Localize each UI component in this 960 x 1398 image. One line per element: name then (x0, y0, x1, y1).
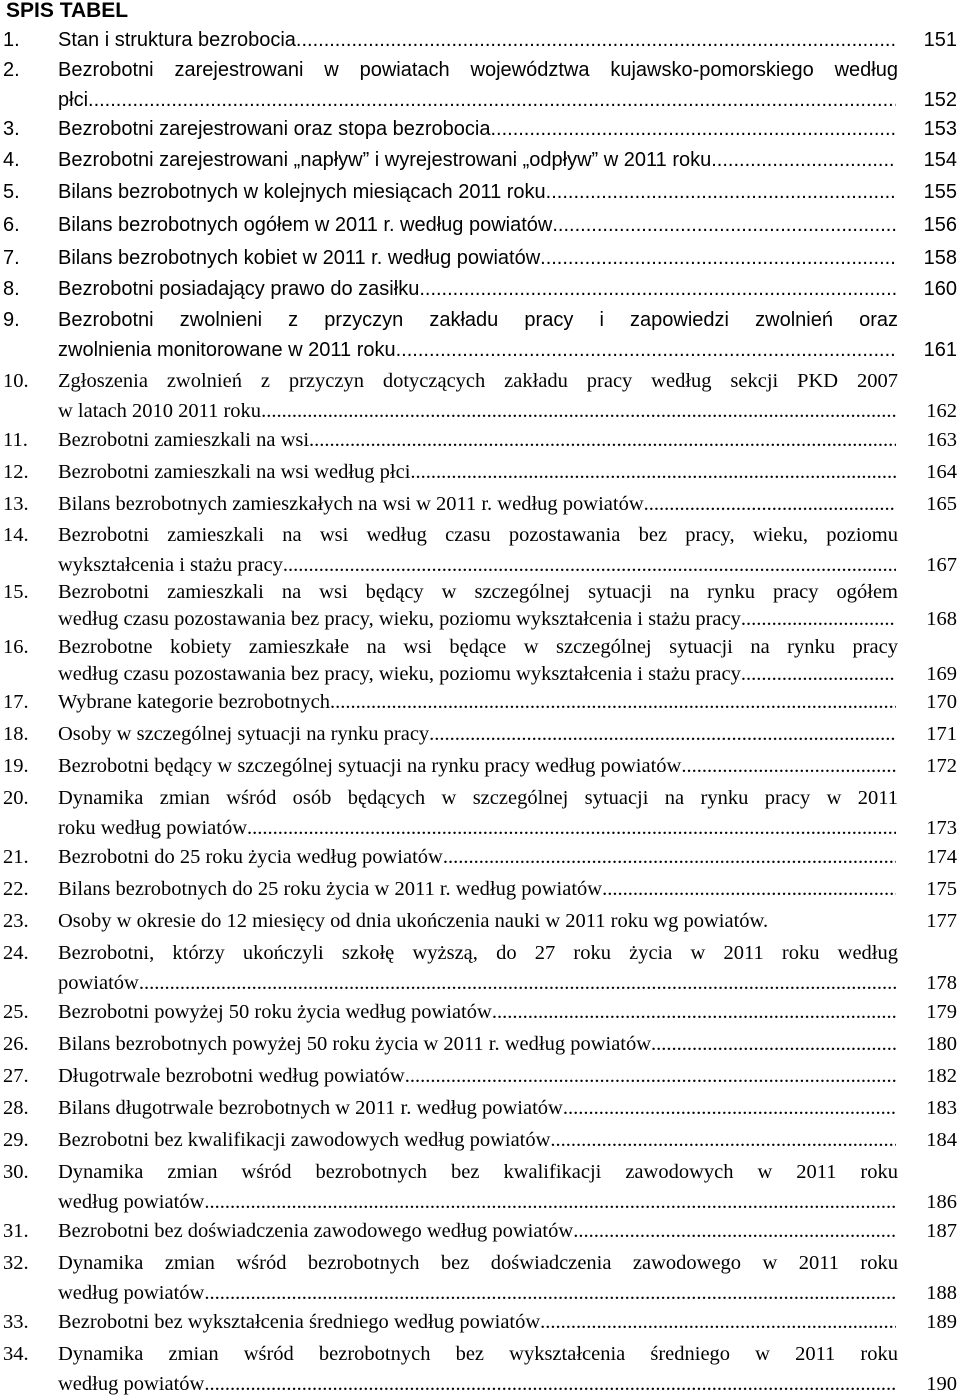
toc-line (0, 1370, 960, 1398)
toc-entry-number: 8. (3, 278, 20, 300)
toc-page-number: 188 (926, 1282, 957, 1304)
toc-entry-title: Dynamika zmian wśród bezrobotnych bez kwalifikacji zawodowych w 2011 roku (58, 1161, 898, 1183)
toc-entry-number: 7. (3, 247, 20, 269)
toc-entry-number: 25. (3, 1001, 29, 1023)
leader-dots (296, 26, 896, 54)
toc-entry-title: Bezrobotni bez wykształcenia średniego według powiatów ..... (58, 1308, 896, 1336)
toc-entry-title: Długotrwale bezrobotni według powiatów ..... (58, 1062, 896, 1090)
toc-entry-number: 11. (3, 429, 28, 451)
toc-entry-title: Bilans bezrobotnych powyżej 50 roku życia w 2011 r. według powiatów ..... (58, 1030, 896, 1058)
toc-line (0, 1249, 960, 1277)
leader-dots (540, 244, 896, 272)
toc-line (0, 397, 960, 425)
toc-page-number: 158 (923, 247, 957, 269)
toc-entry-title: Bezrobotni powyżej 50 roku życia według powiatów ..... (58, 998, 896, 1026)
toc-page-number: 187 (926, 1220, 957, 1242)
toc-page-number: 183 (926, 1097, 957, 1119)
leader-dots (410, 458, 896, 486)
toc-line (0, 367, 960, 395)
leader-dots (204, 1370, 896, 1398)
toc-entry-title: Bezrobotni posiadający prawo do zasiłku ..... (58, 275, 896, 303)
toc-entry-title: Bezrobotni zarejestrowani w powiatach województwa kujawsko-pomorskiego według (58, 59, 898, 81)
leader-dots (247, 814, 896, 842)
toc-entry-number: 6. (3, 214, 20, 236)
leader-dots (396, 336, 896, 364)
toc-entry-number: 23. (3, 910, 29, 932)
toc-page-number: 164 (926, 461, 957, 483)
toc-line (0, 211, 960, 239)
toc-page-number: 155 (923, 181, 957, 203)
toc-page-number: 177 (926, 910, 957, 932)
toc-line (0, 458, 960, 486)
toc-page-number: 156 (923, 214, 957, 236)
toc-line (0, 578, 960, 606)
toc-entry-number: 34. (3, 1343, 29, 1365)
toc-entry-number: 32. (3, 1252, 29, 1274)
toc-page-number: 163 (926, 429, 957, 451)
toc-line (0, 56, 960, 84)
leader-dots (429, 720, 896, 748)
leader-dots (204, 1279, 896, 1307)
toc-line (0, 426, 960, 454)
toc-entry-number: 20. (3, 787, 29, 809)
toc-entry-title: Dynamika zmian wśród osób będących w szczególnej sytuacji na rynku pracy w 2011 (58, 787, 898, 809)
toc-line (0, 1094, 960, 1122)
toc-line (0, 969, 960, 997)
toc-line (0, 551, 960, 579)
toc-entry-number: 33. (3, 1311, 29, 1333)
toc-line (0, 1217, 960, 1245)
toc-page-number: 170 (926, 691, 957, 713)
leader-dots (552, 211, 896, 239)
toc-line (0, 875, 960, 903)
toc-page-number: 161 (923, 339, 957, 361)
toc-entry-title: zwolnienia monitorowane w 2011 roku ..... (58, 336, 896, 364)
toc-page-number: 162 (926, 400, 957, 422)
leader-dots (330, 688, 896, 716)
toc-entry-title: Osoby w szczególnej sytuacji na rynku pracy ..... (58, 720, 896, 748)
toc-line (0, 490, 960, 518)
toc-entry-title: Bezrobotni do 25 roku życia według powiatów ..... (58, 843, 896, 871)
toc-entry-title: według powiatów ..... (58, 1279, 896, 1307)
toc-page-number: 172 (926, 755, 957, 777)
toc-entry-title: w latach 2010 2011 roku ..... (58, 397, 896, 425)
leader-dots (546, 178, 896, 206)
toc-entry-title: według czasu pozostawania bez pracy, wieku, poziomu wykształcenia i stażu pracy ..... (58, 605, 896, 633)
toc-page-number: 184 (926, 1129, 957, 1151)
toc-line (0, 244, 960, 272)
toc-entry-title: Bilans długotrwale bezrobotnych w 2011 r. według powiatów ..... (58, 1094, 896, 1122)
toc-page-number: 180 (926, 1033, 957, 1055)
toc-line (0, 752, 960, 780)
page-title: SPIS TABEL (6, 0, 129, 22)
toc-entry-title: Bezrobotni zwolnieni z przyczyn zakładu pracy i zapowiedzi zwolnień oraz (58, 309, 898, 331)
toc-page-number: 189 (926, 1311, 957, 1333)
toc-entry-title: Dynamika zmian wśród bezrobotnych bez wykształcenia średniego w 2011 roku (58, 1343, 898, 1365)
toc-entry-number: 21. (3, 846, 29, 868)
toc-entry-title: Bezrobotni zamieszkali na wsi według czasu pozostawania bez pracy, wieku, poziomu (58, 524, 898, 546)
toc-entry-number: 16. (3, 636, 29, 658)
leader-dots (405, 1062, 896, 1090)
toc-line (0, 1340, 960, 1368)
toc-entry-number: 18. (3, 723, 29, 745)
toc-page-number: 182 (926, 1065, 957, 1087)
toc-entry-title: Bezrobotni zamieszkali na wsi według płci ..... (58, 458, 896, 486)
toc-entry-title: płci ..... (58, 86, 896, 114)
toc-entry-number: 17. (3, 691, 29, 713)
leader-dots (741, 660, 896, 688)
toc-entry-title: Bezrobotni zarejestrowani oraz stopa bezrobocia ..... (58, 115, 896, 143)
toc-entry-title: Bilans bezrobotnych do 25 roku życia w 2011 r. według powiatów ..... (58, 875, 896, 903)
toc-page-number: 165 (926, 493, 957, 515)
leader-dots (88, 86, 896, 114)
toc-line (0, 660, 960, 688)
leader-dots (139, 969, 896, 997)
toc-line (0, 1030, 960, 1058)
toc-entry-number: 1. (3, 29, 20, 51)
toc-entry-number: 14. (3, 524, 29, 546)
toc-line (0, 688, 960, 716)
toc-line (0, 521, 960, 549)
leader-dots (602, 875, 896, 903)
toc-page-number: 175 (926, 878, 957, 900)
toc-entry-number: 26. (3, 1033, 29, 1055)
toc-line (0, 306, 960, 334)
toc-entry-title: Bezrobotni, którzy ukończyli szkołę wyższą, do 27 roku życia w 2011 roku według (58, 942, 898, 964)
toc-entry-number: 28. (3, 1097, 29, 1119)
toc-entry-number: 5. (3, 181, 20, 203)
leader-dots (651, 1030, 896, 1058)
toc-entry-title: Bilans bezrobotnych kobiet w 2011 r. według powiatów ..... (58, 244, 896, 272)
toc-page-number: 152 (923, 89, 957, 111)
toc-line (0, 720, 960, 748)
toc-entry-number: 24. (3, 942, 29, 964)
toc-page-number: 171 (926, 723, 957, 745)
toc-page-number: 168 (926, 608, 957, 630)
leader-dots (644, 490, 896, 518)
toc-line (0, 1126, 960, 1154)
toc-line (0, 998, 960, 1026)
toc-entry-title: Bilans bezrobotnych zamieszkałych na wsi w 2011 r. według powiatów ..... (58, 490, 896, 518)
toc-entry-title: według powiatów ..... (58, 1188, 896, 1216)
leader-dots (443, 843, 896, 871)
toc-line (0, 814, 960, 842)
toc-entry-number: 31. (3, 1220, 29, 1242)
toc-entry-number: 19. (3, 755, 29, 777)
leader-dots (550, 1126, 896, 1154)
toc-entry-title: Bezrobotne kobiety zamieszkałe na wsi będące w szczególnej sytuacji na rynku pracy (58, 636, 898, 658)
toc-entry-number: 9. (3, 309, 20, 331)
toc-entry-number: 13. (3, 493, 29, 515)
toc-page-number: 153 (923, 118, 957, 140)
toc-line (0, 633, 960, 661)
toc-entry-title: wykształcenia i stażu pracy ..... (58, 551, 896, 579)
toc-page-number: 160 (923, 278, 957, 300)
toc-entry-title: według czasu pozostawania bez pracy, wieku, poziomu wykształcenia i stażu pracy ..... (58, 660, 896, 688)
toc-line (0, 115, 960, 143)
leader-dots (563, 1094, 896, 1122)
leader-dots (309, 426, 896, 454)
leader-dots (681, 752, 896, 780)
toc-page-number: 186 (926, 1191, 957, 1213)
toc-entry-title: Bezrobotni będący w szczególnej sytuacji na rynku pracy według powiatów ..... (58, 752, 896, 780)
toc-line (0, 1279, 960, 1307)
toc-entry-title: Bezrobotni zamieszkali na wsi ..... (58, 426, 896, 454)
leader-dots (419, 275, 896, 303)
toc-entry-title: powiatów ..... (58, 969, 896, 997)
leader-dots (204, 1188, 896, 1216)
toc-entry-title: Osoby w okresie do 12 miesięcy od dnia ukończenia nauki w 2011 roku wg powiatów. (58, 910, 769, 932)
toc-line (0, 1158, 960, 1186)
toc-page-number: 173 (926, 817, 957, 839)
toc-entry-number: 22. (3, 878, 29, 900)
toc-page-number: 174 (926, 846, 957, 868)
toc-entry-title: według powiatów ..... (58, 1370, 896, 1398)
leader-dots (573, 1217, 896, 1245)
toc-entry-number: 29. (3, 1129, 29, 1151)
leader-dots (741, 605, 896, 633)
leader-dots (490, 115, 896, 143)
toc-line (0, 1308, 960, 1336)
toc-entry-number: 12. (3, 461, 29, 483)
toc-line (0, 843, 960, 871)
toc-line (0, 146, 960, 174)
toc-line (0, 178, 960, 206)
toc-page-number: 167 (926, 554, 957, 576)
toc-entry-title: Wybrane kategorie bezrobotnych ..... (58, 688, 896, 716)
leader-dots (711, 146, 896, 174)
toc-entry-number: 10. (3, 370, 29, 392)
toc-entry-number: 2. (3, 59, 20, 81)
toc-line (0, 907, 960, 935)
toc-entry-title: Bilans bezrobotnych w kolejnych miesiącach 2011 roku ..... (58, 178, 896, 206)
toc-entry-number: 27. (3, 1065, 29, 1087)
toc-entry-title: Bezrobotni bez doświadczenia zawodowego według powiatów ..... (58, 1217, 896, 1245)
toc-entry-title: Bezrobotni bez kwalifikacji zawodowych według powiatów ..... (58, 1126, 896, 1154)
toc-line (0, 336, 960, 364)
toc-page-number: 154 (923, 149, 957, 171)
toc-line (0, 275, 960, 303)
leader-dots (283, 551, 896, 579)
toc-line (0, 605, 960, 633)
toc-line (0, 86, 960, 114)
toc-page-number: 169 (926, 663, 957, 685)
toc-line (0, 784, 960, 812)
toc-line (0, 26, 960, 54)
toc-entry-number: 15. (3, 581, 29, 603)
toc-page-number: 190 (926, 1373, 957, 1395)
leader-dots (261, 397, 896, 425)
toc-page-number: 178 (926, 972, 957, 994)
toc-entry-number: 4. (3, 149, 20, 171)
toc-entry-title: Bilans bezrobotnych ogółem w 2011 r. według powiatów ..... (58, 211, 896, 239)
toc-line (0, 1188, 960, 1216)
toc-entry-number: 30. (3, 1161, 29, 1183)
toc-entry-title: Bezrobotni zarejestrowani „napływ” i wyrejestrowani „odpływ” w 2011 roku ..... (58, 146, 896, 174)
toc-entry-title: Stan i struktura bezrobocia ..... (58, 26, 896, 54)
toc-entry-title: roku według powiatów ..... (58, 814, 896, 842)
toc-entry-title: Bezrobotni zamieszkali na wsi będący w szczególnej sytuacji na rynku pracy ogółem (58, 581, 898, 603)
toc-entry-title: Dynamika zmian wśród bezrobotnych bez doświadczenia zawodowego w 2011 roku (58, 1252, 898, 1274)
leader-dots (492, 998, 896, 1026)
toc-page-number: 151 (923, 29, 957, 51)
toc-line (0, 939, 960, 967)
leader-dots (540, 1308, 896, 1336)
toc-page-number: 179 (926, 1001, 957, 1023)
toc-line (0, 1062, 960, 1090)
toc-entry-number: 3. (3, 118, 20, 140)
toc-entry-title: Zgłoszenia zwolnień z przyczyn dotyczących zakładu pracy według sekcji PKD 2007 (58, 370, 898, 392)
